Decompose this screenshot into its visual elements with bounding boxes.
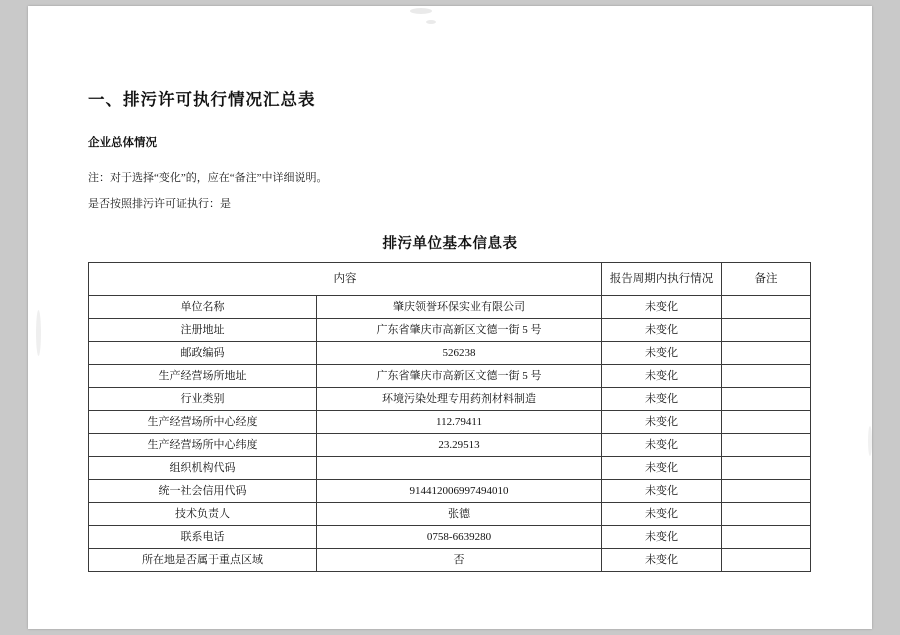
table-row: [89, 503, 811, 526]
table-row: [89, 388, 811, 411]
table-row: [89, 411, 811, 434]
row-value: 914412006997494010: [317, 480, 602, 503]
table-row: [89, 457, 811, 480]
row-status: 未变化: [602, 296, 722, 319]
note-change-explanation: 注：对于选择“变化”的，应在“备注”中详细说明。: [88, 172, 328, 184]
row-status: 未变化: [602, 503, 722, 526]
row-remark: [722, 411, 811, 434]
row-status: 未变化: [602, 434, 722, 457]
table-row: [89, 365, 811, 388]
table-body: [89, 263, 811, 572]
table-row: [89, 342, 811, 365]
row-label: 联系电话: [89, 526, 317, 549]
row-status: 未变化: [602, 480, 722, 503]
section-title: 一、排污许可执行情况汇总表: [88, 90, 316, 109]
row-label: 技术负责人: [89, 503, 317, 526]
table-header-row: [89, 263, 811, 296]
row-label: 统一社会信用代码: [89, 480, 317, 503]
row-remark: [722, 319, 811, 342]
row-status: 未变化: [602, 526, 722, 549]
table-title: 排污单位基本信息表: [382, 236, 518, 252]
row-value: 肇庆领誉环保实业有限公司: [317, 296, 602, 319]
header-content: 内容: [89, 263, 602, 296]
row-label: 行业类别: [89, 388, 317, 411]
row-label: 注册地址: [89, 319, 317, 342]
row-remark: [722, 457, 811, 480]
row-remark: [722, 549, 811, 572]
table-row: [89, 434, 811, 457]
row-label: 生产经营场所地址: [89, 365, 317, 388]
basic-info-table: [88, 262, 811, 572]
header-remark: 备注: [722, 263, 811, 296]
table-row: [89, 319, 811, 342]
scan-artifact: [36, 310, 41, 356]
row-value: 526238: [317, 342, 602, 365]
row-remark: [722, 526, 811, 549]
row-status: 未变化: [602, 411, 722, 434]
sub-section-title: 企业总体情况: [88, 137, 157, 149]
row-remark: [722, 503, 811, 526]
table-row: [89, 526, 811, 549]
row-value: 广东省肇庆市高新区文德一街 5 号: [317, 319, 602, 342]
row-label: 组织机构代码: [89, 457, 317, 480]
row-label: 单位名称: [89, 296, 317, 319]
header-status: 报告周期内执行情况: [602, 263, 722, 296]
row-status: 未变化: [602, 365, 722, 388]
row-remark: [722, 296, 811, 319]
table-row: [89, 549, 811, 572]
table-row: [89, 480, 811, 503]
scan-artifact: [868, 426, 872, 456]
row-remark: [722, 388, 811, 411]
row-status: 未变化: [602, 342, 722, 365]
row-value: 23.29513: [317, 434, 602, 457]
row-value: 112.79411: [317, 411, 602, 434]
row-remark: [722, 480, 811, 503]
note-permit-compliance: 是否按照排污许可证执行：是: [88, 198, 231, 210]
row-status: 未变化: [602, 549, 722, 572]
row-value: 0758-6639280: [317, 526, 602, 549]
table-row: [89, 296, 811, 319]
row-value: 广东省肇庆市高新区文德一街 5 号: [317, 365, 602, 388]
row-status: 未变化: [602, 319, 722, 342]
row-value: 否: [317, 549, 602, 572]
row-status: 未变化: [602, 457, 722, 480]
row-status: 未变化: [602, 388, 722, 411]
row-label: 生产经营场所中心纬度: [89, 434, 317, 457]
row-value: [317, 457, 602, 480]
document-content: [88, 6, 812, 629]
row-label: 邮政编码: [89, 342, 317, 365]
document-page: [28, 6, 872, 629]
row-value: 张德: [317, 503, 602, 526]
row-label: 生产经营场所中心经度: [89, 411, 317, 434]
row-remark: [722, 434, 811, 457]
row-label: 所在地是否属于重点区域: [89, 549, 317, 572]
row-value: 环境污染处理专用药剂材料制造: [317, 388, 602, 411]
row-remark: [722, 365, 811, 388]
row-remark: [722, 342, 811, 365]
